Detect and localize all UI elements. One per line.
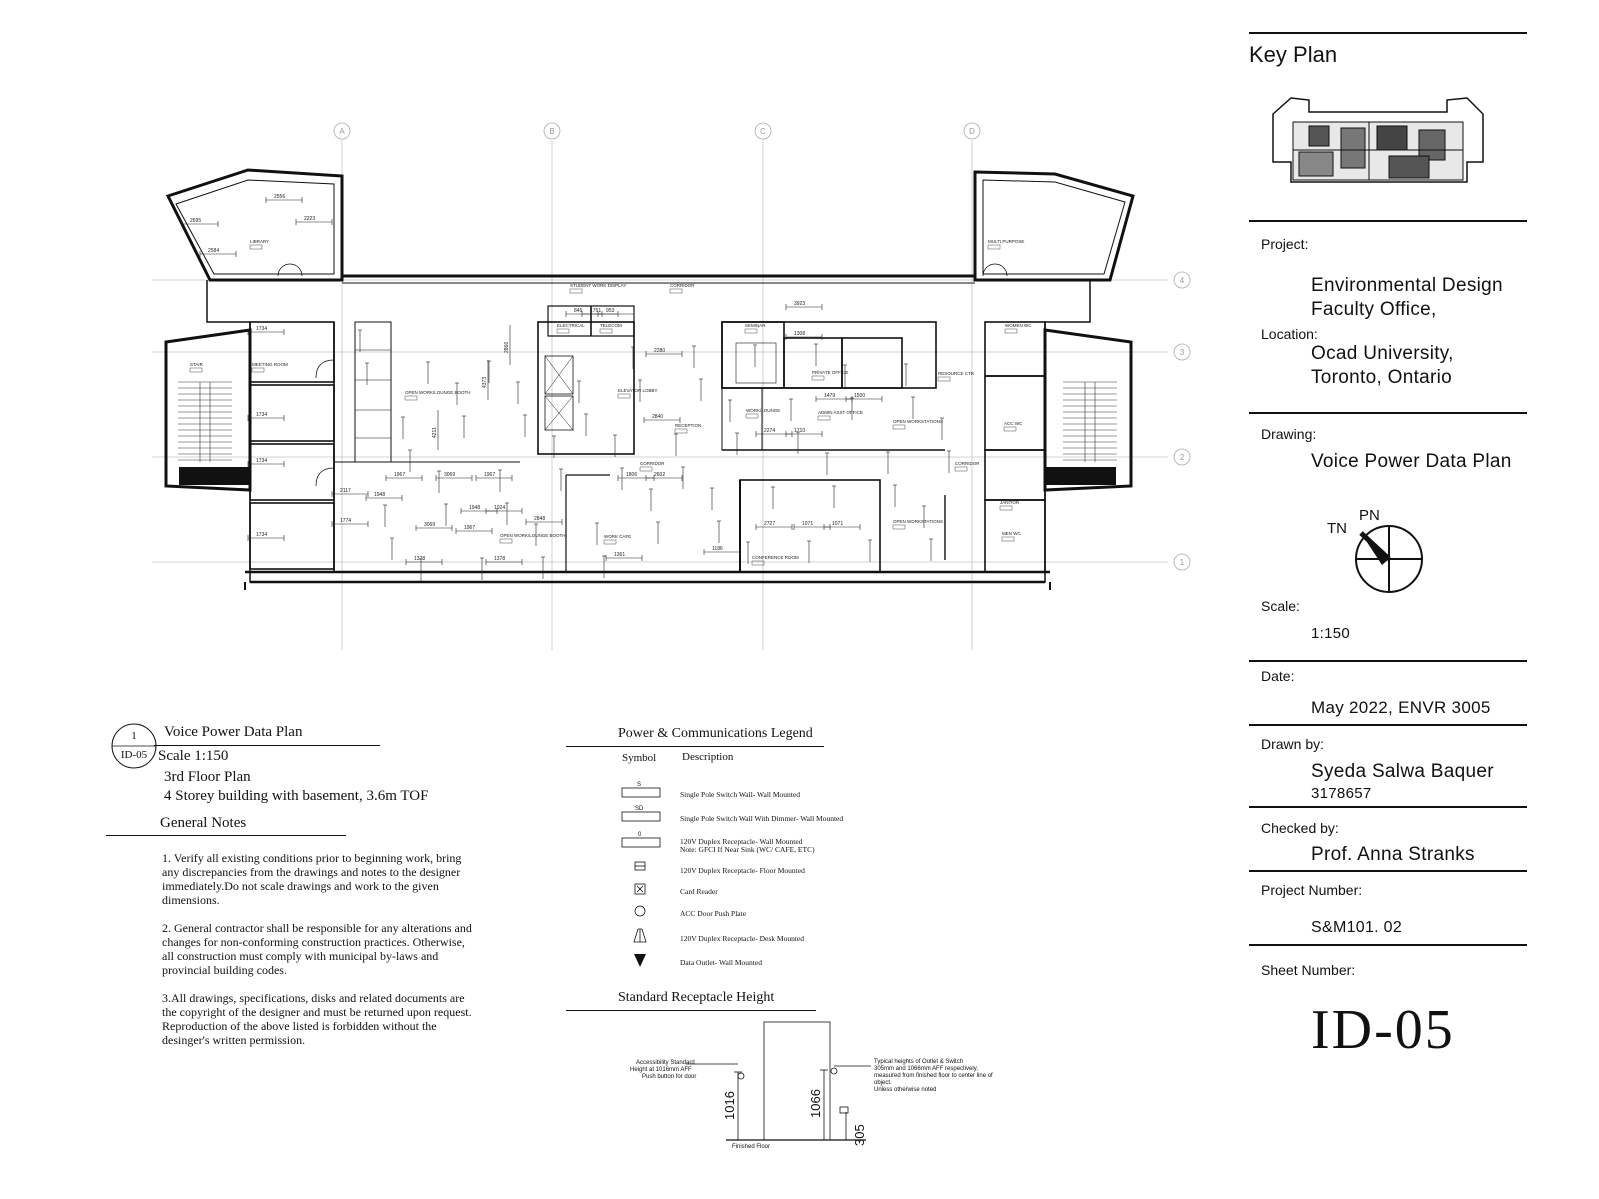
interior-walls [250,264,1045,572]
legend-item-7: 120V Duplex Receptacle- Desk Mounted [680,934,804,943]
project-label: Project: [1261,236,1309,252]
room-tags [190,239,1032,565]
legend-symbols [618,774,668,974]
svg-text:3: 3 [1179,348,1185,357]
tb-rule-1 [1249,220,1527,222]
receptacle-height-detail [566,988,1026,1188]
legend-col-symbol: Symbol [622,752,657,764]
key-plan-thumbnail [1269,92,1507,204]
dimension-value: 1186 [712,546,723,552]
dimension-value: 1948 [469,505,481,511]
legend-item-6: ACC Door Push Plate [680,909,747,918]
room-number-box [1005,329,1017,333]
legend-item-3: 120V Duplex Receptacle- Wall Mounted [680,837,803,846]
room-tag: CORRIDOR [640,461,665,466]
dimension-value: 1479 [824,393,836,399]
general-notes-heading: General Notes [160,815,247,831]
dimension-value: 1500 [854,393,866,399]
general-notes-list [162,851,472,1061]
dimension-value: 2584 [208,248,220,254]
legend-symbol-2: SD [635,806,644,812]
receptacle-dim-1066: 1066 [808,1089,823,1118]
title-block [1249,0,1549,1199]
room-tag: CORRIDOR [670,283,695,288]
dimension-value: 1710 [794,428,806,434]
drawn-value: Syeda Salwa Baquer [1311,761,1494,782]
dimension-value: 2866 [504,341,510,353]
checked-label: Checked by: [1261,820,1339,836]
sheet-number-label: Sheet Number: [1261,962,1356,978]
legend-symbol-3: 0 [638,832,642,838]
north-arrow [1327,505,1447,605]
scale-value: 1:150 [1311,625,1351,642]
room-number-box [938,377,950,381]
scale-label: Scale: [1261,598,1300,614]
location-value-2: Toronto, Ontario [1311,367,1453,388]
room-number-box [570,289,582,293]
dimension-value: 1967 [484,472,496,478]
room-number-box [988,245,1000,249]
room-tag: OPEN WORKSTATIONS [893,419,943,424]
dimension-value: 1361 [614,552,626,558]
dimension-value: 1967 [394,472,406,478]
drawing-value: Voice Power Data Plan [1311,451,1512,472]
north-tn-label: TN [1327,520,1347,537]
room-tag: OPEN WORKSTATIONS [893,519,943,524]
receptacle-elevation [566,1008,1026,1158]
drawing-title-block [110,722,470,822]
room-number-box [604,540,616,544]
room-number-box [252,368,264,372]
room-tag: STUDENT WORK DISPLAY [570,283,627,288]
room-number-box [618,394,630,398]
location-value-1: Ocad University, [1311,343,1454,364]
project-value-1: Environmental Design [1311,275,1503,296]
drawing-number: 1 [131,730,137,742]
tb-rule-4 [1249,724,1527,726]
dimension-texts [190,194,865,562]
drawing-title-rule [154,745,380,746]
svg-text:C: C [760,127,766,136]
room-tag: ADMIN ASST OFFICE [818,410,863,415]
room-number-box [893,525,905,529]
power-comm-legend [566,724,866,984]
svg-text:B: B [549,127,555,136]
receptacle-left-note-3: Push button for door [642,1074,697,1080]
grid-labels [339,127,1184,567]
dimension-value: 1734 [256,458,268,464]
legend-heading: Power & Communications Legend [618,726,813,741]
receptacle-right-note-4: object. [874,1080,892,1086]
room-number-box [818,416,830,420]
dimension-value: 3069 [424,522,436,528]
room-tag: WORK CAFE [604,534,632,539]
location-label: Location: [1261,326,1318,342]
room-number-box [746,414,758,418]
dimension-value: 1071 [832,521,844,527]
svg-text:1: 1 [1179,558,1185,567]
svg-text:D: D [969,127,975,136]
room-tag: RESOURCE CTR [938,371,975,376]
dimension-value: 1948 [374,492,386,498]
dimension-value: 2117 [340,488,351,494]
general-note-2: 2. General contractor shall be responsible for any alterations and changes for non-conforming construction practices. Otherwise, all construction must comply with municipal by-laws and provincial building codes. [162,921,472,977]
legend-item-8: Data Outlet- Wall Mounted [680,958,762,967]
room-tag: JANITOR [1000,500,1020,505]
room-number-box [500,539,512,543]
dimension-value: 2556 [274,194,286,200]
legend-item-1: Single Pole Switch Wall- Wall Mounted [680,790,800,799]
drawing-subtitle-2: 4 Storey building with basement, 3.6m TOF [164,788,429,804]
sheet-number-value: ID-05 [1311,999,1455,1061]
room-number-box [955,467,967,471]
north-pn-label: PN [1359,507,1380,524]
receptacle-left-note-1: Accessibility Standard [636,1060,695,1066]
room-tag: MEETING ROOM [252,362,288,367]
room-tag: ELEVATOR LOBBY [618,388,658,393]
drawn-id: 3178657 [1311,785,1372,802]
room-number-box [1002,537,1014,541]
drawing-label: Drawing: [1261,426,1317,442]
room-number-box [600,329,612,333]
floor-plan [0,0,1220,680]
exterior-walls [166,170,1133,590]
svg-text:A: A [339,127,345,136]
date-label: Date: [1261,668,1295,684]
tb-rule-6 [1249,870,1527,872]
drawing-subtitle-1: 3rd Floor Plan [164,769,251,785]
svg-text:4: 4 [1179,276,1185,285]
receptacle-dim-305: 305 [852,1124,867,1146]
dimension-value: 2223 [304,216,316,222]
room-number-box [557,329,569,333]
legend-item-2: Single Pole Switch Wall With Dimmer- Wall Mounted [680,814,844,823]
dimension-value: 2274 [764,428,776,434]
date-value: May 2022, ENVR 3005 [1311,698,1491,717]
drawing-scale: Scale 1:150 [158,748,229,764]
receptacle-floor-label: Finished Floor [732,1144,771,1150]
receptacle-left-note-2: Height at 1016mm AFF [630,1067,692,1073]
general-note-3: 3.All drawings, specifications, disks and related documents are the copyright of the designer and must be returned upon request. Reproduction of the above listed is forbidden without the desinger's written permission. [162,991,472,1047]
room-number-box [670,289,682,293]
room-tag: WOMEN WC [1005,323,1032,328]
dimension-value: 1774 [340,518,352,524]
stairs [178,382,1117,462]
dimension-value: 3069 [444,472,456,478]
room-number-box [812,376,824,380]
dimension-value: 2840 [652,414,664,420]
dimension-value: 1751 [590,308,602,314]
dimension-value: 2695 [190,218,202,224]
dimension-value: 953 [606,308,615,314]
room-tag: OPEN WORK/LOUNGE BOOTH [500,533,566,538]
room-tag: WORK/LOUNGE [746,408,781,413]
dimension-value: 1806 [626,472,638,478]
key-plan-label: Key Plan [1249,42,1338,67]
room-number-box [675,429,687,433]
receptacle-right-note-1: Typical heights of Outlet & Switch [874,1059,964,1065]
room-tag: CONFERENCE ROOM [752,555,799,560]
legend-item-4: 120V Duplex Receptacle- Floor Mounted [680,866,805,875]
room-number-box [190,368,202,372]
legend-item-3-note: Note: GFCI If Near Sink (WC/ CAFE, ETC) [680,845,815,854]
project-value-2: Faculty Office, [1311,299,1437,320]
dimension-value: 1734 [256,326,268,332]
dimension-value: 2727 [764,521,776,527]
dimension-value: 1378 [494,556,506,562]
room-tag: LIBRARY [250,239,270,244]
room-tag: CORRIDOR [955,461,980,466]
receptacle-heading: Standard Receptacle Height [618,990,775,1005]
room-number-box [405,396,417,400]
svg-text:2: 2 [1179,453,1185,462]
dimension-value: 1734 [256,532,268,538]
dimension-value: 2280 [654,348,666,354]
general-notes-rule [106,835,346,836]
room-tag: OPEN WORK/LOUNGE BOOTH [405,390,471,395]
dimension-value: 1024 [494,505,506,511]
legend-symbol-1: S [637,782,642,788]
dimension-value: 1071 [802,521,814,527]
room-tag: SEMINAR [745,323,766,328]
room-tag: MULTI PURPOSE [988,239,1025,244]
receptacle-right-note-3: measured from finished floor to center line of [874,1073,993,1079]
general-note-1: 1. Verify all existing conditions prior to beginning work, bring any discrepancies from the drawings and notes to the designer immediately.Do not scale drawings and work to the given dimensions. [162,851,462,907]
room-number-box [1004,427,1016,431]
tb-rule-2 [1249,412,1527,414]
drawing-sheet-ref: ID-05 [120,749,148,761]
room-number-box [640,467,652,471]
receptacle-right-note-5: Unless otherwise noted [874,1087,937,1093]
room-tag: PRIVATE OFFICE [812,370,849,375]
room-tag: RECEPTION [675,423,702,428]
receptacle-dim-1016: 1016 [722,1091,737,1120]
dimension-value: 845 [574,308,583,314]
tb-rule-top [1249,32,1527,34]
room-tag: ACC WC [1004,421,1023,426]
legend-item-5: Card Reader [680,887,718,896]
general-notes [106,815,472,1075]
dimension-value: 1734 [256,412,268,418]
dimension-value: 4373 [482,376,488,388]
floor-plan-drawing [0,0,1220,680]
receptacle-right-note-2: 305mm and 1066mm AFF respectively, [874,1066,978,1072]
tb-rule-3 [1249,660,1527,662]
grid-bubbles [334,123,1190,570]
legend-rule [566,746,824,747]
room-number-box [745,329,757,333]
room-tag: MEN WC [1002,531,1021,536]
drawn-label: Drawn by: [1261,736,1325,752]
dimension-value: 3923 [794,301,806,307]
room-number-box [250,245,262,249]
tb-rule-5 [1249,806,1527,808]
room-number-box [893,425,905,429]
tb-rule-7 [1249,944,1527,946]
checked-value: Prof. Anna Stranks [1311,844,1475,865]
room-tag: TELECOM [600,323,622,328]
drawing-title: Voice Power Data Plan [164,724,303,740]
dimension-value: 2848 [534,516,546,522]
project-number-label: Project Number: [1261,882,1363,898]
dimension-value: 2602 [654,472,666,478]
dimension-value: 1967 [464,525,476,531]
dimension-value: 1308 [794,331,806,337]
dimension-value: 4211 [432,427,438,438]
room-tag: STAIR [190,362,203,367]
room-number-box [1000,506,1012,510]
project-number-value: S&M101. 02 [1311,919,1403,936]
dimension-value: 1378 [414,556,426,562]
legend-col-description: Description [682,751,734,763]
room-tag: ELECTRICAL [557,323,585,328]
